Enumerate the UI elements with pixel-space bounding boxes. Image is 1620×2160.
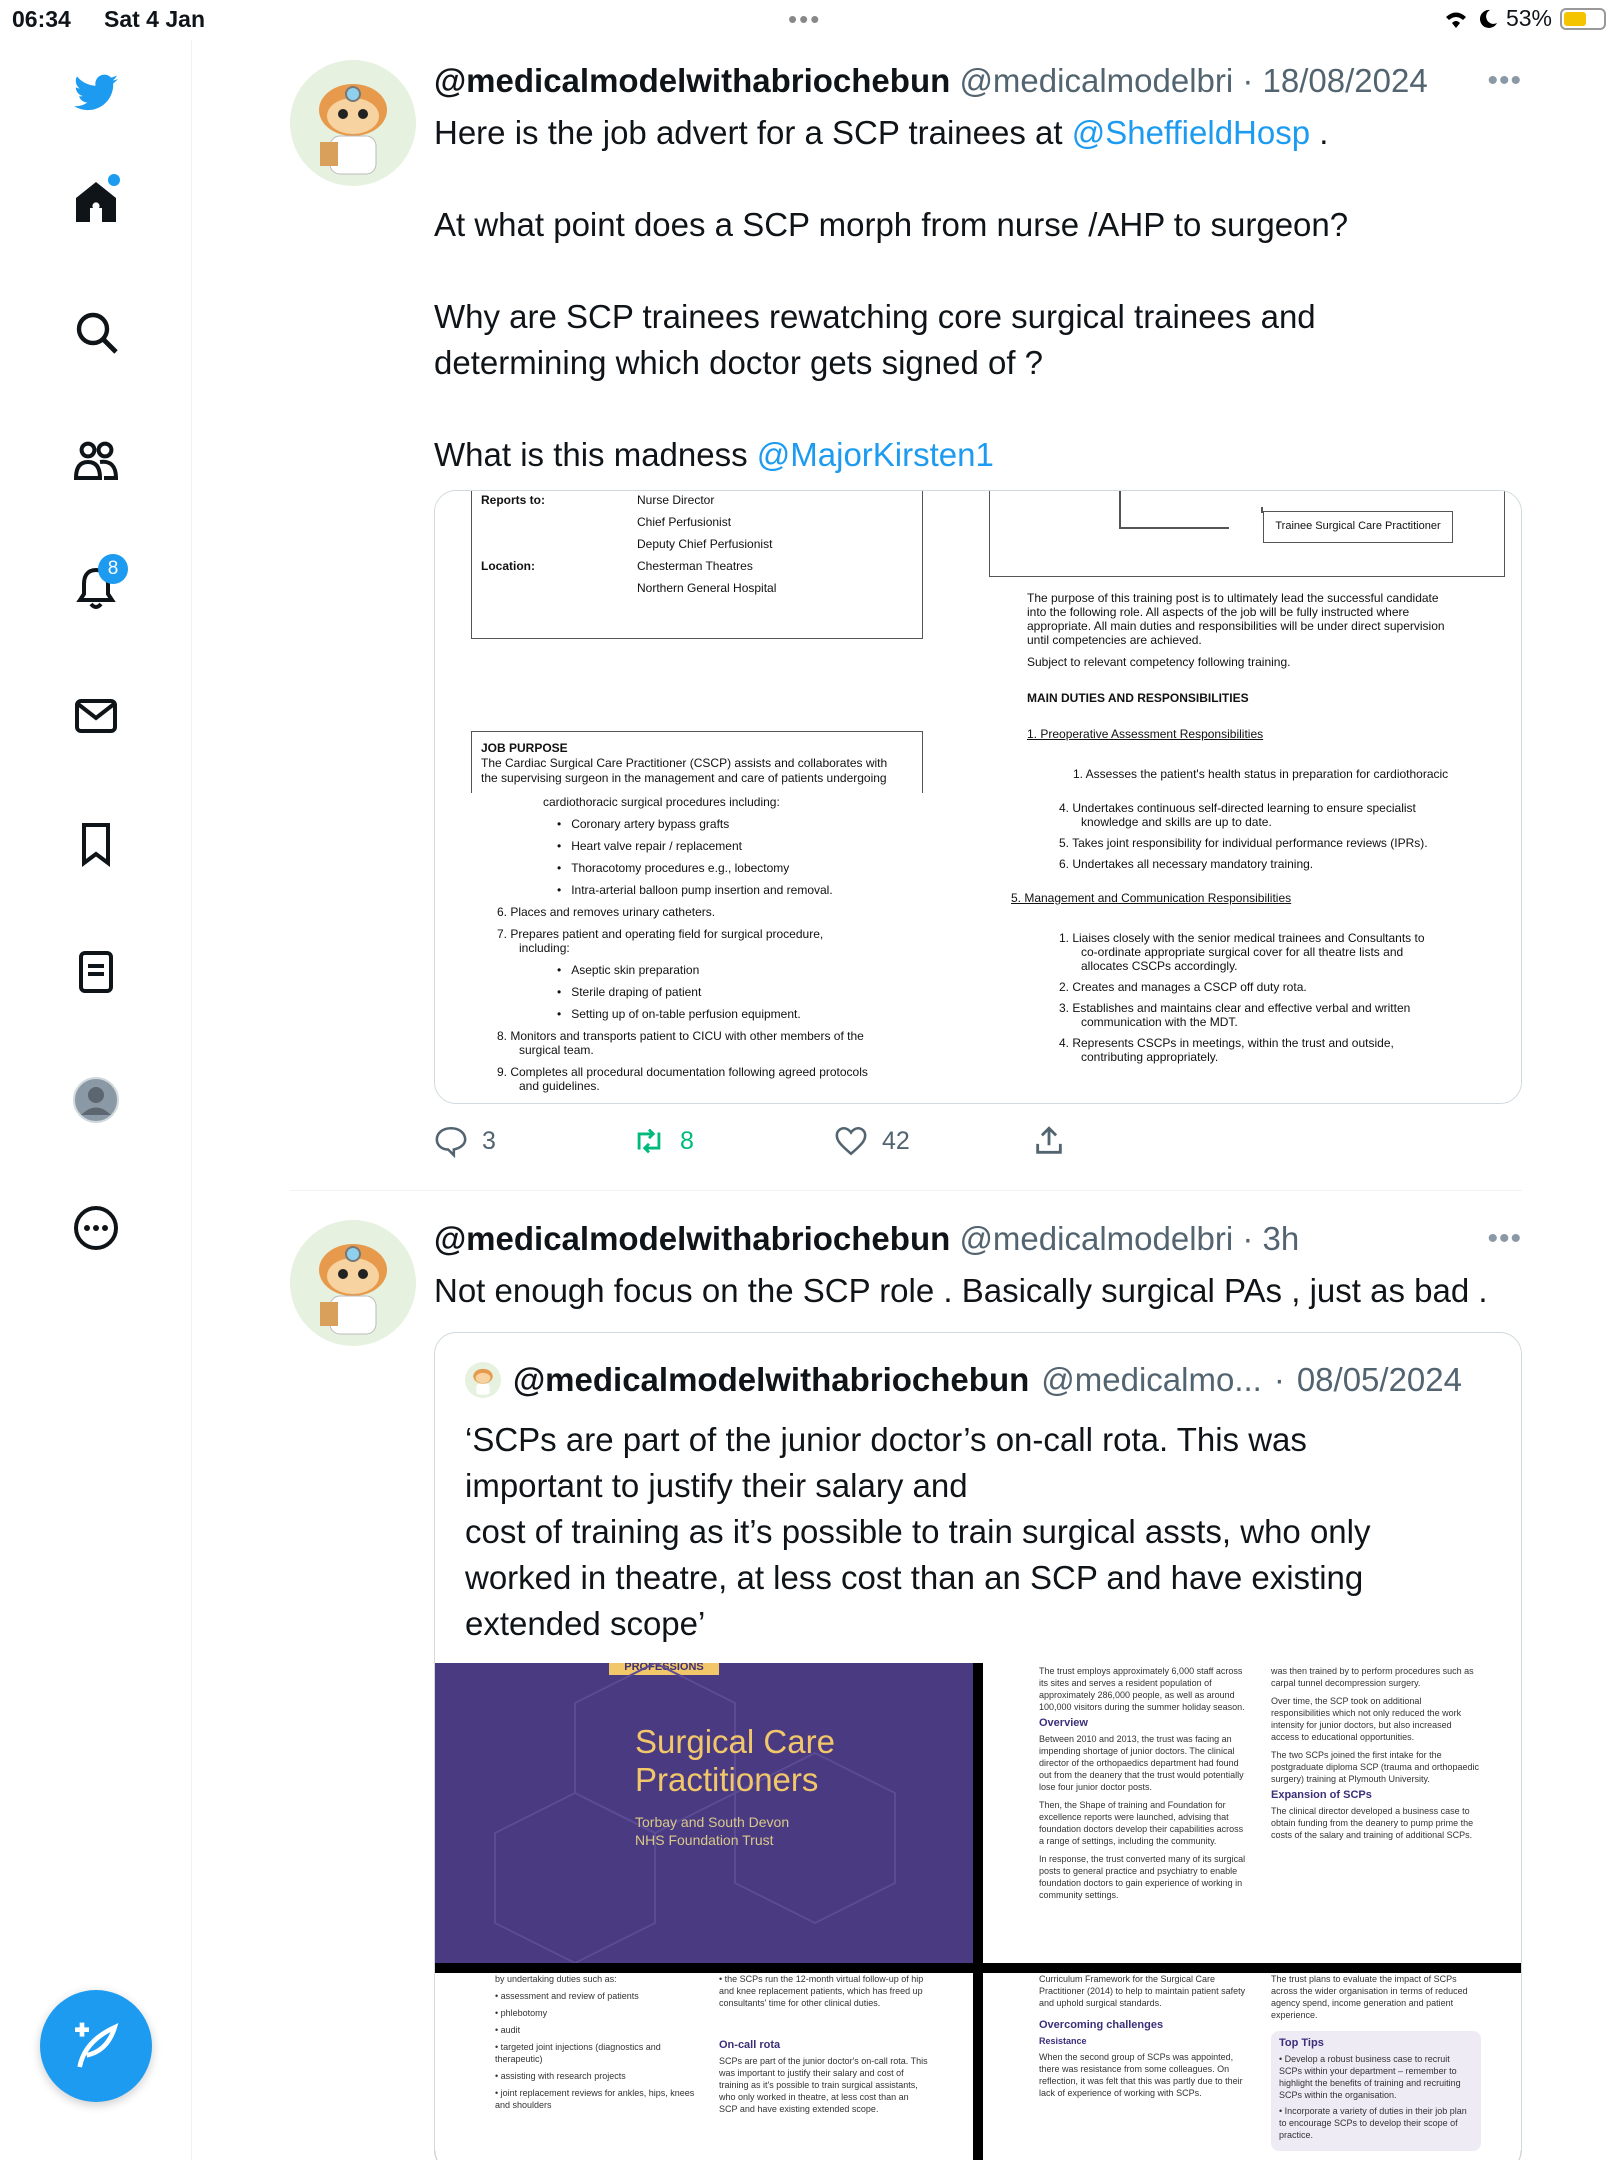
article-heading: Top Tips bbox=[1279, 2037, 1324, 2049]
quoted-date: 08/05/2024 bbox=[1296, 1361, 1462, 1398]
doc-text: the supervising surgeon in the management and care of patients undergoing bbox=[481, 771, 887, 785]
retweet-icon bbox=[632, 1124, 666, 1158]
doc-heading: JOB PURPOSE bbox=[481, 741, 568, 755]
communities-icon[interactable] bbox=[66, 430, 126, 490]
doc-text: 8. Monitors and transports patient to CICU with other members of the bbox=[497, 1029, 864, 1043]
doc-text: knowledge and skills are up to date. bbox=[1081, 815, 1272, 829]
doc-text: 7. Prepares patient and operating field for surgical procedure, bbox=[497, 927, 824, 941]
doc-heading: MAIN DUTIES AND RESPONSIBILITIES bbox=[1027, 691, 1249, 705]
doc-text: 3. Establishes and maintains clear and effective verbal and written bbox=[1059, 1001, 1411, 1015]
tweet-line: At what point does a SCP morph from nurse /AHP to surgeon? bbox=[434, 206, 1349, 243]
status-date: Sat 4 Jan bbox=[104, 6, 205, 32]
reply-icon bbox=[434, 1124, 468, 1158]
tweet-text: Not enough focus on the SCP role . Basically surgical PAs , just as bad . bbox=[434, 1272, 1488, 1309]
doc-text: 1. Assesses the patient's health status in preparation for cardiothoracic bbox=[1073, 767, 1449, 781]
media-image-4[interactable] bbox=[981, 793, 1522, 1104]
status-bar bbox=[0, 0, 1620, 40]
doc-text: appropriate. All main duties and responsibilities will be under direct supervision bbox=[1027, 619, 1445, 633]
doc-text: co-ordinate appropriate surgical cover for all theatre lists and bbox=[1081, 945, 1404, 959]
doc-bullet: Intra-arterial balloon pump insertion and removal. bbox=[571, 883, 833, 897]
quoted-line: cost of training as it’s possible to train surgical assts, who only bbox=[465, 1513, 1371, 1550]
cover-subtitle: NHS Foundation Trust bbox=[635, 1832, 774, 1848]
brioche-doctor-avatar-icon bbox=[465, 1362, 501, 1398]
media-image-3[interactable]: cardiothoracic surgical procedures including: • Coronary artery bypass grafts • Heart valve repair / replacement • Thoracotomy procedures e.g., lobectomy • Intra-arterial balloon pump insertion and removal. 6. Places and removes urinary catheters. 7. Prepares patient and operating field for surgical procedure, including: • Aseptic skin preparation • Sterile draping of patient • Setting up of on-table perfusion equipment. 8. Monitors and transports patient to CICU with other members of the surgical team. 9. Completes all procedural documentation following agreed protocols and guidelines. bbox=[435, 793, 979, 1104]
doc-bullet: Aseptic skin preparation bbox=[571, 963, 700, 977]
doc-text: 6. Places and removes urinary catheters. bbox=[497, 905, 716, 919]
doc-text: Subject to relevant competency following training. bbox=[1027, 655, 1291, 669]
battery-icon bbox=[1560, 8, 1606, 30]
compose-feather-icon bbox=[68, 2018, 124, 2074]
doc-bullet: Sterile draping of patient bbox=[571, 985, 702, 999]
doc-bullet: Heart valve repair / replacement bbox=[571, 839, 742, 853]
bookmark-icon[interactable] bbox=[66, 814, 126, 874]
doc-text: 6. Undertakes all necessary mandatory training. bbox=[1059, 857, 1314, 871]
tweet-actions bbox=[434, 1124, 1134, 1164]
tweet-more-icon[interactable]: ••• bbox=[1487, 1222, 1522, 1255]
doc-text: 5. Takes joint responsibility for individual performance reviews (IPRs). bbox=[1059, 836, 1428, 850]
quoted-line: worked in theatre, at less cost than an SCP and have existing bbox=[465, 1559, 1364, 1596]
home-icon[interactable] bbox=[66, 172, 126, 232]
quoted-line: important to justify their salary and bbox=[465, 1467, 968, 1504]
like-button[interactable] bbox=[834, 1124, 910, 1158]
tweet-time[interactable]: 3h bbox=[1262, 1220, 1300, 1257]
doc-text: cardiothoracic surgical procedures including: bbox=[543, 795, 780, 809]
tweet-media-images[interactable] bbox=[434, 490, 1522, 1104]
brioche-doctor-avatar-icon bbox=[290, 60, 416, 186]
doc-text: Chesterman Theatres bbox=[637, 559, 753, 573]
tweet[interactable]: @medicalmodelwithabriochebun @medicalmodelbri · 3h ••• Not enough focus on the SCP role . Basically surgical PAs , just as bad . @medicalmodelwithabriochebun @medicalmo... · 08/05/2024 ‘SCPs are part of the junior doctor’s on-call rota. This was important to justify their salary and cost of training as it’s possible to train surgical assts, who only worked in theatre, at less cost than an SCP and have existing extended scope’ PROFESSIONS Surgical Care Practitioners Torbay and South Devon NHS Foundation Trust The trust employs approximately 6,000 staff across its sites and serves a resident population of approximately 286,000 people, as well as around 100,000 visitors during the summer holiday season. Overview Between 2010 and 2013, the trust was facing an impending shortage of junior doctors. The clinical director of the orthopaedics department had found out from the deanery that the trust would potentially lose four junior doctor posts. Then, the Shape of training and Foundation for excellence reports were launched, advising that foundation doctors develop their capabilities across a range of settings, including the community. In response, the trust converted many of its surgical posts to general practice and psychiatry to enable foundation doctors to gain experience of working in community settings. was then trained by to perform procedures such as carpal tunnel decompression surgery. Over time, the SCP took on additional responsibilities which not only reduced the work intensity for junior doctors, but also increased access to educational opportunities. The two SCPs joined the first intake for the postgraduate diploma SCP (trauma and orthopaedic surgery) training at Plymouth University. Expansion of SCPs The clinical director developed a business case to obtain funding from the deanery to pump prime the costs of the salary and training of additional SCPs. by undertaking duties such as: • assessment and review of patients • phlebotomy • audit • targeted joint injections (diagnostics and therapeutic) • assisting with research projects • joint replacement reviews for ankles, hips, knees and shoulders • the SCPs run the 12-month virtual follow-up of hip and knee replacement patients, which has freed up consultants' time for other clinical duties. On-call rota SCPs are part of the junior doctor's on-call rota. This was important to justify their salary and cost of training as it's possible to train surgical assistants, who only worked in theatre, at less cost than an SCP and have existing extended scope. Curriculum Framework for the Surgical Care Practitioner (2014) to help to maintain patient safety and uphold surgical standards. Overcoming challenges Resistance When the second group of SCPs was appointed, there was resistance from some colleagues. On reflection, it was felt that this was partly due to their lack of experience of working with SCPs. The trust plans to evaluate the impact of SCPs across the wider organisation in terms of reduced agency spend, income generation and patient experience. Top Tips • Develop a robust business case to recruit SCPs within your department – remember to highlight the benefits of training and recruiting SCPs within the organisation. • Incorporate a variety of duties in their job plan to encourage SCPs to develop their scope of practice. bbox=[290, 1220, 1522, 2160]
quoted-line: ‘SCPs are part of the junior doctor’s on-call rota. This was bbox=[465, 1421, 1307, 1458]
doc-heading: 1. Preoperative Assessment Responsibilities bbox=[1027, 727, 1264, 741]
tweet[interactable]: @medicalmodelwithabriochebun @medicalmodelbri · 18/08/2024 ••• Here is the job advert for a SCP trainees at @SheffieldHosp . At what point does a SCP morph from nurse /AHP to surgeon? Why are SCP trainees rewatching core surgical trainees and determining which doctor gets signed of ? What is this madness @MajorKirsten1 Reports to: Nurse Director Chief Perfusionist Deputy Chief Perfusionist Location: Chesterman Theatres Northern General Hospital JOB PURPOSE The Cardiac Surgical Care Practitioner (CSCP) assists and collaborates with the supervising surgeon in the management and care of patients undergoing cardiothoracic surgical procedures including: • Coronary artery bypass grafts • Heart valve repair / replacement • Thoracotomy procedures e.g., lobectomy • Intra-arterial balloon pump insertion and removal. 6. Places and removes urinary catheters. 7. Prepares patient and operating field for surgical procedure, including: • Aseptic skin preparation • Sterile draping of patient • Setting up of on-table perfusion equipment. 8. Monitors and transports patient to CICU with other members of the surgical team. 9. Completes all procedural documentation following agreed protocols and guidelines. Trainee Surgical Care Practitioner The purpose of this training post is to ultimately lead the successful candidate into the following role. All aspects of the job will be fully instructed where appropriate. All main duties and responsibilities will be under direct supervision until competencies are achieved. Subject to relevant competency following training. MAIN DUTIES AND RESPONSIBILITIES 1. Preoperative Assessment Responsibilities 1. Assesses the patient's health status in preparation for cardiothoracic 4. Undertakes continuous self-directed learning to ensure specialist knowledge and skills are up to date. 5. Takes joint responsibility for individual performance reviews (IPRs). 6. Undertakes all necessary mandatory training. 5. Management and Communication Responsibilities 1. Liaises closely with the senior medical trainees and Consultants to co-ordinate appropriate surgical cover for all theatre lists and allocates CSCPs accordingly. 2. Creates and manages a CSCP off duty rota. 3. Establishes and maintains clear and effective verbal and written communication with the MDT. 4. Represents CSCPs in meetings, within the trust and outside, contributing appropriately. 3 8 42 bbox=[290, 60, 1522, 1210]
author-handle[interactable]: @medicalmodelbri bbox=[959, 62, 1234, 99]
mention-link[interactable]: @MajorKirsten1 bbox=[756, 436, 994, 473]
doc-text: into the following role. All aspects of the job will be fully instructed where bbox=[1027, 605, 1410, 619]
doc-bullet: Thoracotomy procedures e.g., lobectomy bbox=[571, 861, 790, 875]
doc-text: surgical team. bbox=[519, 1043, 594, 1057]
cover-title: Practitioners bbox=[635, 1761, 819, 1798]
doc-text: The purpose of this training post is to ultimately lead the successful candidate bbox=[1027, 591, 1439, 605]
tweet-date[interactable]: 18/08/2024 bbox=[1262, 62, 1428, 99]
heart-icon bbox=[834, 1124, 868, 1158]
sidebar bbox=[0, 40, 192, 2160]
brioche-doctor-avatar-icon bbox=[290, 1220, 416, 1346]
tweet-line: What is this madness bbox=[434, 436, 757, 473]
notifications-bell-icon[interactable] bbox=[66, 558, 126, 618]
battery-percent: 53% bbox=[1505, 5, 1552, 31]
search-icon[interactable] bbox=[66, 302, 126, 362]
tweet-line: Why are SCP trainees rewatching core surgical trainees and bbox=[434, 298, 1316, 335]
doc-text: until competencies are achieved. bbox=[1027, 633, 1202, 647]
compose-tweet-button[interactable] bbox=[40, 1990, 152, 2102]
quoted-media-images[interactable] bbox=[435, 1663, 1522, 2160]
doc-text: 1. Liaises closely with the senior medical trainees and Consultants to bbox=[1059, 931, 1425, 945]
cover-subtitle: Torbay and South Devon bbox=[635, 1814, 790, 1830]
org-chart-box: Trainee Surgical Care Practitioner bbox=[1263, 511, 1453, 543]
messages-icon[interactable] bbox=[66, 686, 126, 746]
home-new-dot bbox=[108, 174, 120, 186]
doc-text: 4. Represents CSCPs in meetings, within the trust and outside, bbox=[1059, 1036, 1394, 1050]
doc-text: and guidelines. bbox=[519, 1079, 600, 1093]
quoted-image-3[interactable]: by undertaking duties such as: • assessment and review of patients • phlebotomy • audit • targeted joint injections (diagnostics and therapeutic) • assisting with research projects • joint replacement reviews for ankles, hips, knees and shoulders • the SCPs run the 12-month virtual follow-up of hip and knee replacement patients, which has freed up consultants' time for other clinical duties. On-call rota SCPs are part of the junior doctor's on-call rota. This was important to justify their salary and cost of training as it's possible to train surgical assistants, who only worked in theatre, at less cost than an SCP and have existing extended scope. bbox=[435, 1973, 973, 2160]
quoted-image-2[interactable]: The trust employs approximately 6,000 staff across its sites and serves a resident population of approximately 286,000 people, as well as around 100,000 visitors during the summer holiday season. Overview Between 2010 and 2013, the trust was facing an impending shortage of junior doctors. The clinical director of the orthopaedics department had found out from the deanery that the trust would potentially lose four junior doctor posts. Then, the Shape of training and Foundation for excellence reports were launched, advising that foundation doctors develop their capabilities across a range of settings, including the community. In response, the trust converted many of its surgical posts to general practice and psychiatry to enable foundation doctors to gain experience of working in community settings. was then trained by to perform procedures such as carpal tunnel decompression surgery. Over time, the SCP took on additional responsibilities which not only reduced the work intensity for junior doctors, but also increased access to educational opportunities. The two SCPs joined the first intake for the postgraduate diploma SCP (trauma and orthopaedic surgery) training at Plymouth University. Expansion of SCPs The clinical director developed a business case to obtain funding from the deanery to pump prime the costs of the salary and training of additional SCPs. bbox=[983, 1663, 1522, 1963]
doc-text: Nurse Director bbox=[637, 493, 715, 507]
doc-text: including: bbox=[519, 941, 570, 955]
quoted-handle: @medicalmo... bbox=[1041, 1361, 1262, 1398]
doc-text: communication with the MDT. bbox=[1081, 1015, 1238, 1029]
doc-text: contributing appropriately. bbox=[1081, 1050, 1219, 1064]
article-heading: Overview bbox=[1039, 1717, 1088, 1729]
reply-button[interactable] bbox=[434, 1124, 496, 1158]
quoted-avatar bbox=[465, 1362, 501, 1398]
more-options-icon[interactable] bbox=[66, 1198, 126, 1258]
cover-title: Surgical Care bbox=[635, 1723, 835, 1760]
tweet-line: determining which doctor gets signed of ? bbox=[434, 344, 1044, 381]
doc-text: The Cardiac Surgical Care Practitioner (CSCP) assists and collaborates with bbox=[481, 756, 888, 770]
article-heading: Expansion of SCPs bbox=[1271, 1789, 1372, 1801]
doc-text: 4. Undertakes continuous self-directed learning to ensure specialist bbox=[1059, 801, 1416, 815]
doc-text: Deputy Chief Perfusionist bbox=[637, 537, 773, 551]
tweet-divider bbox=[290, 1190, 1522, 1191]
doc-bullet: Coronary artery bypass grafts bbox=[571, 817, 730, 831]
cover-tag: PROFESSIONS bbox=[609, 1663, 719, 1675]
quoted-display-name: @medicalmodelwithabriochebun bbox=[513, 1361, 1030, 1398]
profile-avatar-icon[interactable] bbox=[66, 1070, 126, 1130]
media-image-2[interactable] bbox=[981, 491, 1522, 791]
moon-icon bbox=[1478, 8, 1498, 30]
like-count: 42 bbox=[882, 1126, 910, 1155]
tweet-line: Here is the job advert for a SCP trainees at bbox=[434, 114, 1072, 151]
status-time: 06:34 bbox=[12, 6, 71, 32]
lists-icon[interactable] bbox=[66, 942, 126, 1002]
quoted-text bbox=[465, 1417, 1485, 1647]
quoted-tweet[interactable]: @medicalmodelwithabriochebun @medicalmo... · 08/05/2024 ‘SCPs are part of the junior doctor’s on-call rota. This was important to justify their salary and cost of training as it’s possible to train surgical assts, who only worked in theatre, at less cost than an SCP and have existing extended scope’ PROFESSIONS Surgical Care Practitioners Torbay and South Devon NHS Foundation Trust The trust employs approximately 6,000 staff across its sites and serves a resident population of approximately 286,000 people, as well as around 100,000 visitors during the summer holiday season. Overview Between 2010 and 2013, the trust was facing an impending shortage of junior doctors. The clinical director of the orthopaedics department had found out from the deanery that the trust would potentially lose four junior doctor posts. Then, the Shape of training and Foundation for excellence reports were launched, advising that foundation doctors develop their capabilities across a range of settings, including the community. In response, the trust converted many of its surgical posts to general practice and psychiatry to enable foundation doctors to gain experience of working in community settings. was then trained by to perform procedures such as carpal tunnel decompression surgery. Over time, the SCP took on additional responsibilities which not only reduced the work intensity for junior doctors, but also increased access to educational opportunities. The two SCPs joined the first intake for the postgraduate diploma SCP (trauma and orthopaedic surgery) training at Plymouth University. Expansion of SCPs The clinical director developed a business case to obtain funding from the deanery to pump prime the costs of the salary and training of additional SCPs. by undertaking duties such as: • assessment and review of patients • phlebotomy • audit • targeted joint injections (diagnostics and therapeutic) • assisting with research projects • joint replacement reviews for ankles, hips, knees and shoulders • the SCPs run the 12-month virtual follow-up of hip and knee replacement patients, which has freed up consultants' time for other clinical duties. On-call rota SCPs are part of the junior doctor's on-call rota. This was important to justify their salary and cost of training as it's possible to train surgical assistants, who only worked in theatre, at less cost than an SCP and have existing extended scope. Curriculum Framework for the Surgical Care Practitioner (2014) to help to maintain patient safety and uphold surgical standards. Overcoming challenges Resistance When the second group of SCPs was appointed, there was resistance from some colleagues. On reflection, it was felt that this was partly due to their lack of experience of working with SCPs. The trust plans to evaluate the impact of SCPs across the wider organisation in terms of reduced agency spend, income generation and patient experience. Top Tips • Develop a robust business case to recruit SCPs within your department – remember to highlight the benefits of training and recruiting SCPs within the organisation. • Incorporate a variety of duties in their job plan to encourage SCPs to develop their scope of practice. bbox=[434, 1332, 1522, 2160]
article-heading: On-call rota bbox=[719, 2039, 781, 2051]
retweet-button[interactable] bbox=[632, 1124, 694, 1158]
tweet-more-icon[interactable]: ••• bbox=[1487, 64, 1522, 97]
author-display-name[interactable]: @medicalmodelwithabriochebun bbox=[434, 1220, 951, 1257]
quoted-line: extended scope’ bbox=[465, 1605, 706, 1642]
doc-text: 2. Creates and manages a CSCP off duty rota. bbox=[1059, 980, 1307, 994]
doc-label: Reports to: bbox=[481, 493, 545, 507]
mention-link[interactable]: @SheffieldHosp bbox=[1071, 114, 1311, 151]
quoted-image-4[interactable]: Curriculum Framework for the Surgical Care Practitioner (2014) to help to maintain patient safety and uphold surgical standards. Overcoming challenges Resistance When the second group of SCPs was appointed, there was resistance from some colleagues. On reflection, it was felt that this was partly due to their lack of experience of working with SCPs. The trust plans to evaluate the impact of SCPs across the wider organisation in terms of reduced agency spend, income generation and patient experience. Top Tips • Develop a robust business case to recruit SCPs within your department – remember to highlight the benefits of training and recruiting SCPs within the organisation. • Incorporate a variety of duties in their job plan to encourage SCPs to develop their scope of practice. bbox=[983, 1973, 1522, 2160]
twitter-logo-icon[interactable] bbox=[66, 62, 126, 122]
doc-label: Location: bbox=[481, 559, 535, 573]
doc-text: 9. Completes all procedural documentation following agreed protocols bbox=[497, 1065, 868, 1079]
share-button[interactable] bbox=[1032, 1124, 1066, 1158]
doc-heading: 5. Management and Communication Responsibilities bbox=[1011, 891, 1292, 905]
article-subheading: Resistance bbox=[1039, 2036, 1087, 2046]
tweet-text bbox=[434, 110, 1504, 478]
wifi-icon bbox=[1442, 8, 1470, 30]
doc-text: Northern General Hospital bbox=[637, 581, 777, 595]
avatar[interactable] bbox=[290, 60, 416, 186]
doc-bullet: Setting up of on-table perfusion equipment. bbox=[571, 1007, 801, 1021]
author-display-name[interactable]: @medicalmodelwithabriochebun bbox=[434, 62, 951, 99]
multitask-dots-icon[interactable]: ••• bbox=[788, 4, 822, 34]
author-handle[interactable]: @medicalmodelbri bbox=[959, 1220, 1234, 1257]
notifications-badge: 8 bbox=[98, 554, 128, 584]
share-icon bbox=[1032, 1124, 1066, 1158]
article-heading: Overcoming challenges bbox=[1039, 2019, 1164, 2031]
reply-count: 3 bbox=[482, 1126, 496, 1155]
doc-text: allocates CSCPs accordingly. bbox=[1081, 959, 1238, 973]
avatar[interactable] bbox=[290, 1220, 416, 1346]
tweet-line: . bbox=[1310, 114, 1329, 151]
doc-text: Chief Perfusionist bbox=[637, 515, 732, 529]
media-image-1[interactable] bbox=[435, 491, 979, 791]
quoted-image-1[interactable] bbox=[435, 1663, 973, 1963]
retweet-count: 8 bbox=[680, 1126, 694, 1155]
